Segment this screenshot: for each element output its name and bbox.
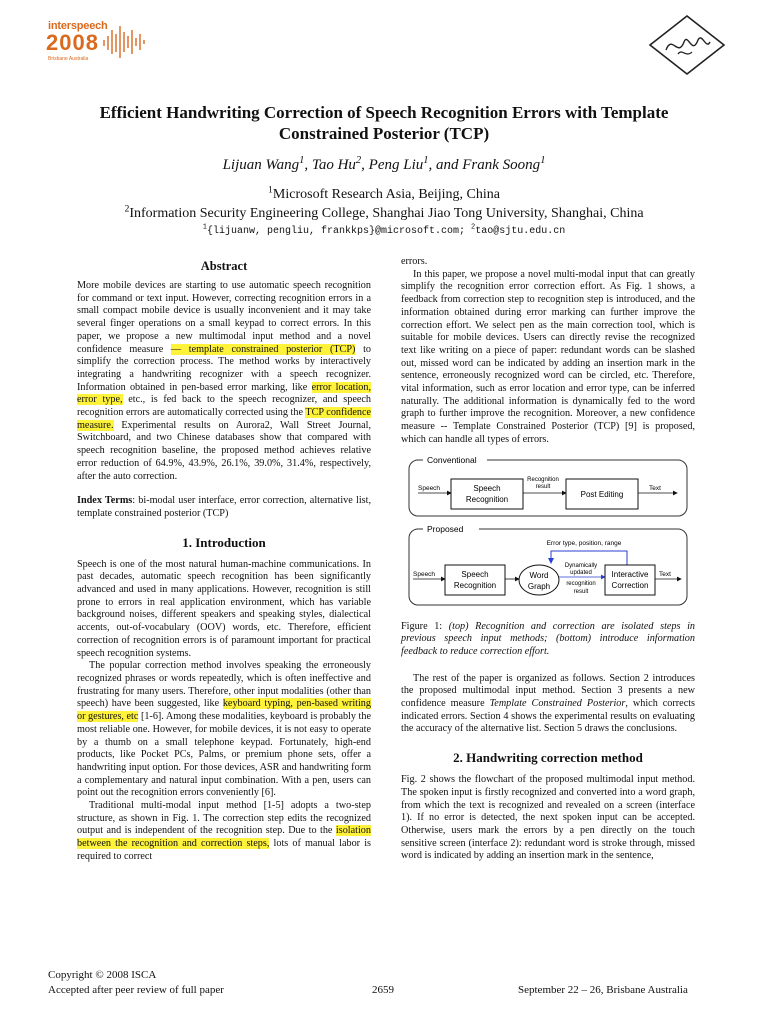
right-paragraph-0: errors.: [401, 256, 428, 267]
author-emails: [60, 225, 708, 238]
box-text: Graph: [527, 581, 551, 591]
intro-heading: 1. Introduction: [182, 534, 266, 550]
abstract-span: etc., is fed back to the speech recognizer, and speech recognition errors are automatically corrected using the: [77, 394, 371, 419]
speech-label: Speech: [418, 484, 441, 492]
proposed-label: Proposed: [427, 523, 464, 534]
speech-label: Speech: [413, 570, 436, 578]
accepted-text: Accepted after peer review of full paper: [48, 984, 224, 996]
author-name: Tao Hu: [311, 157, 356, 173]
right-italic: Template Constrained Posterior: [489, 698, 626, 710]
section-2-heading: 2. Handwriting correction method: [453, 750, 643, 766]
recog-result-label: Recognition: [527, 476, 559, 483]
box-text: Speech: [473, 483, 501, 493]
figure-1: [401, 453, 695, 613]
box-text: Speech: [461, 569, 489, 579]
highlight: error location, error type,: [77, 381, 372, 406]
dyn-label: updated: [570, 569, 592, 576]
author-sup: 1: [423, 155, 429, 166]
conventional-label: Conventional: [427, 454, 477, 465]
intro-span: The popular correction method involves speaking the erroneously recognized phrases or words repeatedly, which is often ineffective and frustrating for many users. Therefore, other input modalities (other than speech) have been suggested, like: [77, 660, 371, 710]
feedback-label: Error type, position, range: [546, 539, 622, 547]
affil-text: Microsoft Research Asia, Beijing, China: [272, 187, 500, 202]
figure-1-diagram: [401, 453, 695, 613]
highlight: isolation between the recognition and correction steps,: [77, 825, 371, 850]
author-sup: 1: [299, 155, 305, 166]
author-sep: ,: [361, 157, 369, 173]
author-sep: ,: [304, 157, 312, 173]
figure-1-caption: [401, 621, 695, 659]
logo-line2: 2008: [46, 30, 99, 55]
isca-logo: [648, 14, 726, 76]
waveform-icon: [102, 22, 150, 62]
email-text: {lijuanw, pengliu, frankkps}@microsoft.com;: [206, 226, 465, 237]
dyn-label: Dynamically: [564, 562, 598, 569]
index-terms: [77, 495, 371, 520]
text-label: Text: [649, 484, 661, 492]
paper-title: Efficient Handwriting Correction of Speech Recognition Errors with Template Constrained Posterior (TCP): [99, 103, 669, 143]
logo-line3: Brisbane Australia: [48, 56, 89, 62]
right-span: , which corrects indicated errors. Section 4 shows the experimental results on evaluating the accuracy of the alternative list. Section 5 draws the conclusions.: [401, 698, 696, 735]
left-column: [77, 256, 371, 864]
box-text: Word: [529, 570, 549, 580]
affil-sup: 2: [124, 203, 130, 215]
intro-span: lots of manual labor is required to correct: [77, 838, 371, 862]
caption-label: Figure 1:: [401, 620, 449, 632]
intro-span: Traditional multi-modal input method [1-5] adopts a two-step structure, as shown in Fig. 1. The correction step edits the recognized output and is independent of the recognition step. Due to the: [77, 800, 371, 837]
text-label: Text: [659, 570, 671, 578]
highlight: — template constrained posterior (TCP): [170, 343, 356, 355]
right-paragraph-1: In this paper, we propose a novel multi-modal input that can greatly simplify the recognition error correction effort. As Fig. 1 shows, a feedback from correction step to recognition step is introduced, and the information obtained during error marking can further improve the correction effort. We select pen as the main correction tool, which is suitable for mobile devices. Users can directly revise the recognized text like writing on a piece of paper: redundant words can be slashed out, missed word can be indicated by adding an insertion mark in the sentence, erroneously recognized word can be circled, etc. Therefore, vital information, such as error location and error type, can be inferred naturally. The additional information is dynamically fed to the word graph to further improve the recognition. Moreover, a new confidence measure -- Template Constrained Posterior (TCP) [9] is proposed, which can handle all types of errors.: [401, 268, 695, 445]
box-text: Post Editing: [580, 489, 624, 499]
highlight: keyboard typing, pen-based writing or gestures, etc: [77, 698, 371, 723]
intro-paragraph-3: [77, 800, 371, 864]
isca-diamond-icon: [648, 14, 726, 76]
box-text: Interactive: [611, 569, 649, 579]
dyn-label: recognition: [566, 580, 596, 587]
affiliation-1: [60, 186, 708, 204]
right-column: [401, 256, 695, 863]
caption-text: (top) Recognition and correction are isolated steps in previous speech input methods; (bottom) introduce information feedback to reduce correction effort.: [401, 620, 695, 657]
dyn-label: result: [573, 588, 589, 595]
logo-line1: interspeech: [48, 20, 108, 32]
index-terms-text: : bi-modal user interface, error correction, alternative list, template constrained posterior (TCP): [77, 495, 371, 519]
author-name: Peng Liu: [368, 157, 424, 173]
right-paragraph-2: [401, 673, 695, 737]
abstract-text: [77, 280, 371, 483]
index-terms-label: Index Terms: [77, 495, 133, 507]
intro-paragraph-1: Speech is one of the most natural human-machine communications. In past decades, automatic speech recognition has been significantly advanced and used in many applications. However, recognition is still prone to errors in real application environment, which has variable background noises, different speakers and speaking styles, dialectical accents, out-of-vocabulary (OOV) words, etc. Therefore, efficient correction of recognition errors is of paramount important for practical speech recognition systems.: [77, 558, 371, 659]
author-sup: 2: [355, 155, 362, 166]
highlight: TCP confidence measure.: [77, 407, 371, 431]
right-span: The rest of the paper is organized as follows. Section 2 introduces the proposed multimodal input method. Section 3 presents a new confidence measure: [401, 672, 695, 710]
author-sep: , and: [428, 157, 463, 173]
intro-span: [1-6]. Among these modalities, keyboard is probably the most reliable one. However, for mobile devices, it is not easy to operate by a thumb on a small telephone keypad. Fortunately, high-end products, like Pocket PCs, Palms, or premium phone sets, offer a handwriting input option. For those devices, ASR and handwriting form a complementary and natural input combination. With a pen, users can point out the recognition errors conveniently [6].: [77, 711, 371, 799]
abstract-span: to simplify the correction process. The method works by interactively integrating a handwriting recognizer with a speech recognizer. Information obtained in pen-based error marking, like: [77, 343, 371, 393]
recog-result-label: result: [535, 483, 551, 490]
abstract-heading: Abstract: [200, 259, 248, 273]
box-text: Recognition: [453, 580, 497, 590]
author-list: [60, 155, 708, 175]
right-paragraph-3: Fig. 2 shows the flowchart of the proposed multimodal input method. The spoken input is firstly recognized and converted into a word graph, from which the text is recognized and revealed on a screen (interface 1). If no error is detected, the next spoken input can be accepted. Otherwise, users mark the errors by a pen directly on the touch sensitive screen (interface 2): redundant word is stroke through, missed word is indicated by adding an insertion mark in the sentence,: [401, 774, 695, 862]
affil-text: Information Security Engineering College, Shanghai Jiao Tong University, Shanghai, China: [129, 206, 644, 221]
author-sup: 1: [540, 155, 546, 166]
email-text: tao@sjtu.edu.cn: [475, 226, 566, 237]
author-name: Frank Soong: [462, 157, 541, 173]
footer-left: [48, 968, 224, 998]
abstract-span: Experimental results on Aurora2, Wall Street Journal, Switchboard, and two Chinese databases show that compared with speech recognition baseline, the proposed method achieves relative error reduction of 64.9%, 43.9%, 26.1%, 39.0%, 31.4%, respectively, after the auto correction.: [77, 419, 371, 482]
copyright-text: Copyright © 2008 ISCA: [48, 969, 157, 981]
interspeech-logo: [42, 14, 152, 76]
affiliation-2: [40, 205, 728, 223]
email-sup: 2: [471, 223, 476, 232]
page-number: 2659: [372, 984, 394, 996]
conference-dates: September 22 – 26, Brisbane Australia: [518, 984, 688, 996]
affil-sup: 1: [268, 184, 273, 196]
author-name: Lijuan Wang: [222, 157, 300, 173]
intro-paragraph-2: [77, 660, 371, 800]
box-text: Recognition: [465, 494, 509, 504]
box-text: Correction: [611, 580, 649, 590]
abstract-span: More mobile devices are starting to use automatic speech recognition for command or text input. However, correcting recognition errors in a small compact mobile device is usually inconvenient and it may take several finger operations on a small keypad to correct errors. In this paper, we propose a new multimodal input method and a novel confidence measure: [77, 280, 371, 355]
email-sup: 1: [202, 223, 207, 232]
